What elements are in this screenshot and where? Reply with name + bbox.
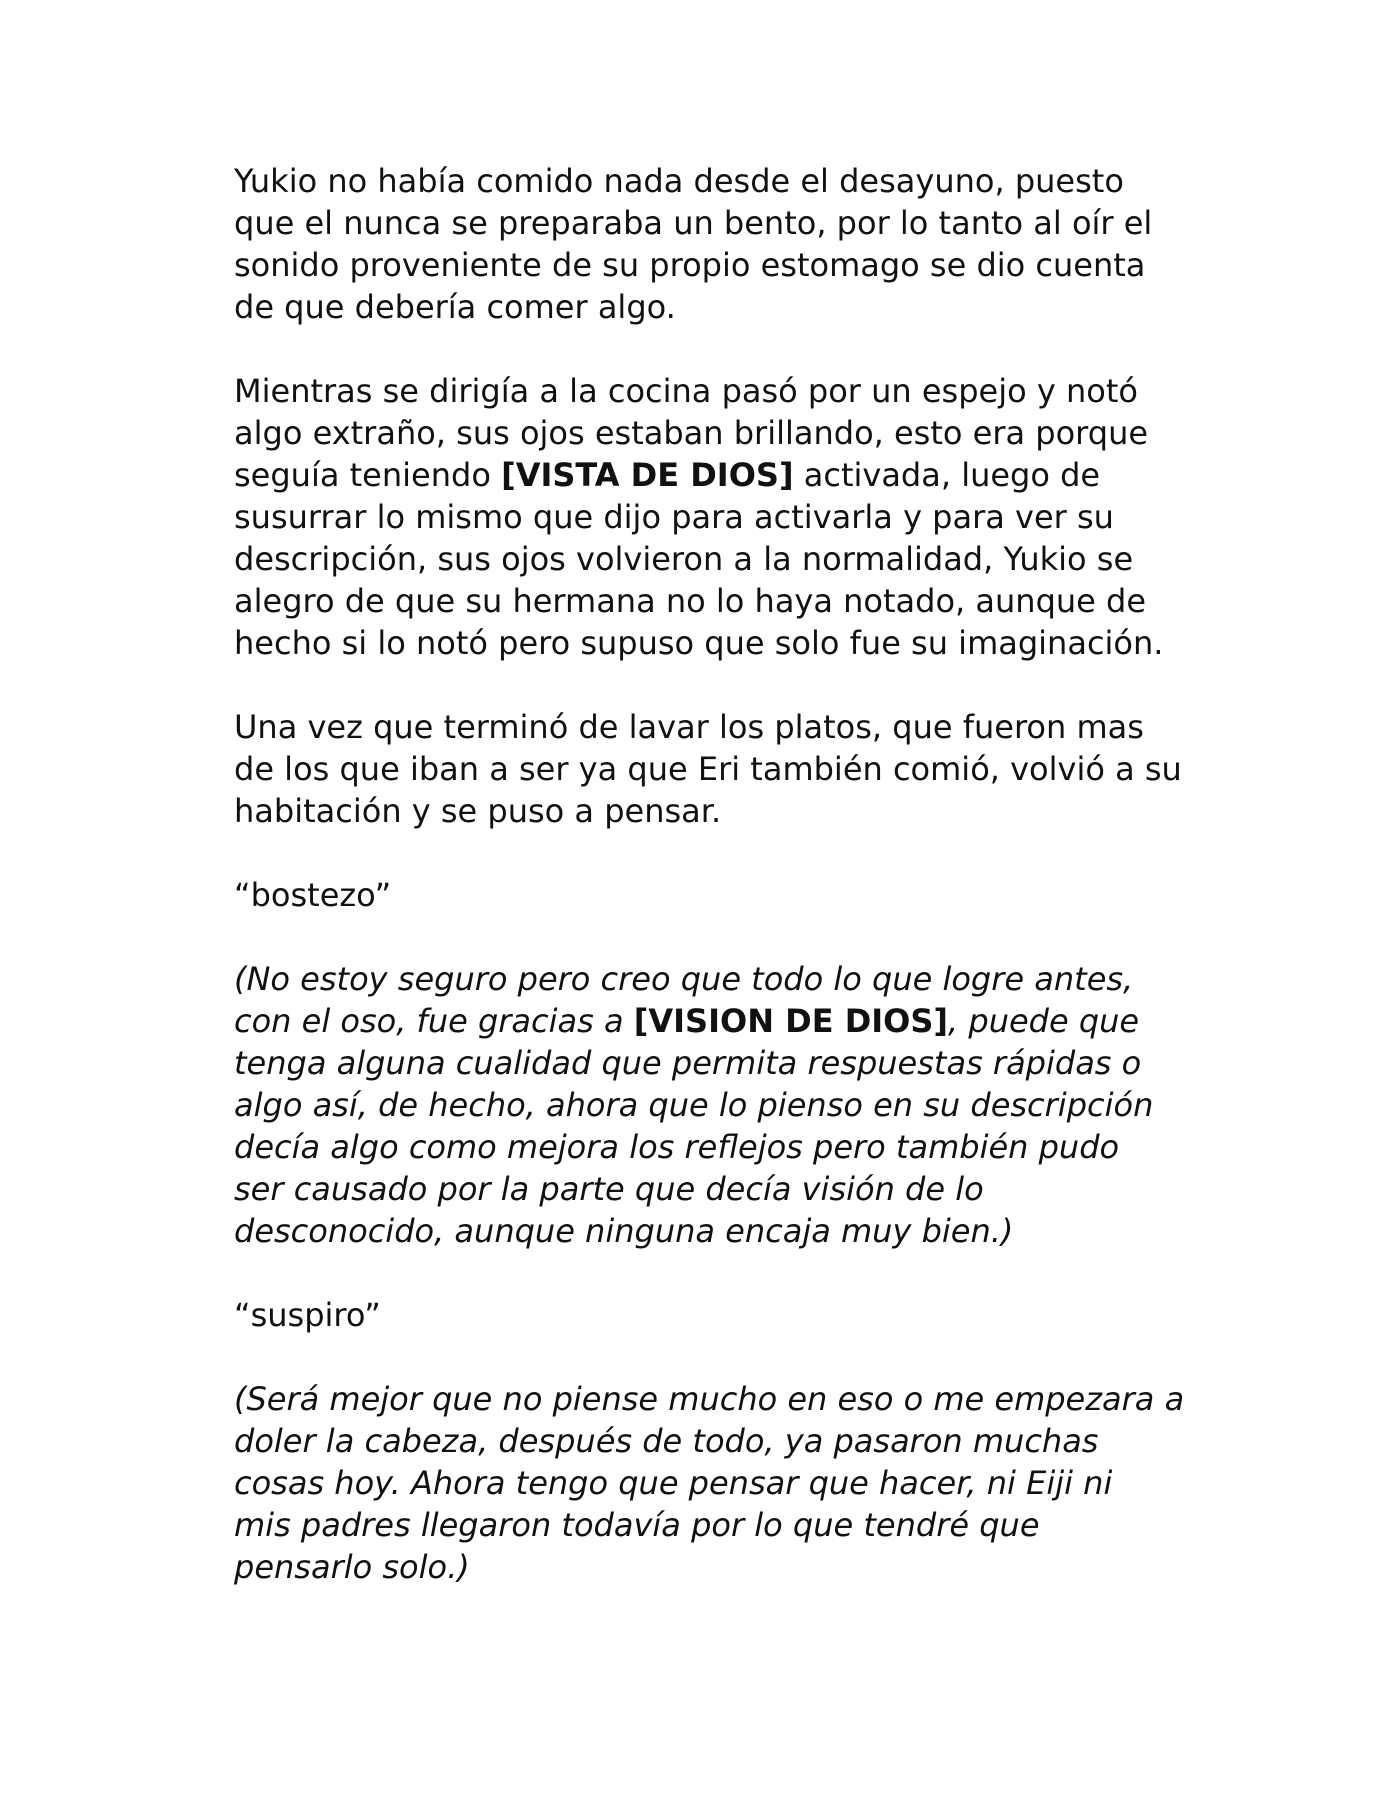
text-line: [234, 1546, 1234, 1588]
text-segment: seguía teniendo: [234, 456, 502, 494]
text-line: [234, 202, 1234, 244]
narrative-paragraph: [234, 706, 1234, 832]
text-line: [234, 1126, 1234, 1168]
text-line: [234, 1420, 1234, 1462]
text-line: [234, 1378, 1234, 1420]
text-segment: sonido proveniente de su propio estomago se dio cuenta: [234, 246, 1146, 284]
text-segment: de que debería comer algo.: [234, 288, 676, 326]
document-body: [234, 160, 1234, 1588]
text-line: [234, 1042, 1234, 1084]
text-segment: hecho si lo notó pero supuso que solo fue su imaginación.: [234, 624, 1164, 662]
text-segment: (No estoy seguro pero creo que todo lo que logre antes,: [234, 960, 1134, 998]
text-line: [234, 454, 1234, 496]
text-line: [234, 1000, 1234, 1042]
text-segment: habitación y se puso a pensar.: [234, 792, 722, 830]
text-segment: , puede que: [948, 1002, 1140, 1040]
text-line: [234, 496, 1234, 538]
text-segment: cosas hoy. Ahora tengo que pensar que hacer, ni Eiji ni: [234, 1464, 1113, 1502]
text-segment: decía algo como mejora los reflejos pero también pudo: [234, 1128, 1120, 1166]
narrative-paragraph: [234, 1294, 1234, 1336]
skill-name: [VISION DE DIOS]: [633, 1002, 949, 1040]
text-segment: alegro de que su hermana no lo haya notado, aunque de: [234, 582, 1147, 620]
text-segment: Una vez que terminó de lavar los platos, que fueron mas: [234, 708, 1144, 746]
text-segment: “suspiro”: [234, 1296, 381, 1334]
text-segment: (Será mejor que no piense mucho en eso o me empezara a: [234, 1380, 1185, 1418]
text-line: [234, 286, 1234, 328]
thought-paragraph: [234, 958, 1234, 1252]
narrative-paragraph: [234, 370, 1234, 664]
narrative-paragraph: [234, 874, 1234, 916]
text-segment: ser causado por la parte que decía visión de lo: [234, 1170, 984, 1208]
text-segment: de los que iban a ser ya que Eri también comió, volvió a su: [234, 750, 1182, 788]
text-line: [234, 580, 1234, 622]
text-line: [234, 160, 1234, 202]
text-line: [234, 622, 1234, 664]
text-segment: algo así, de hecho, ahora que lo pienso en su descripción: [234, 1086, 1154, 1124]
text-line: [234, 1504, 1234, 1546]
text-line: [234, 412, 1234, 454]
text-segment: con el oso, fue gracias a: [234, 1002, 634, 1040]
text-segment: desconocido, aunque ninguna encaja muy bien.): [234, 1212, 1014, 1250]
document-page: [234, 160, 1234, 1630]
text-segment: doler la cabeza, después de todo, ya pasaron muchas: [234, 1422, 1099, 1460]
thought-paragraph: [234, 1378, 1234, 1588]
text-segment: pensarlo solo.): [234, 1548, 470, 1586]
text-line: [234, 706, 1234, 748]
text-line: [234, 370, 1234, 412]
skill-name: [VISTA DE DIOS]: [501, 456, 794, 494]
text-line: [234, 1294, 1234, 1336]
text-line: [234, 1168, 1234, 1210]
text-segment: Mientras se dirigía a la cocina pasó por un espejo y notó: [234, 372, 1138, 410]
text-segment: mis padres llegaron todavía por lo que tendré que: [234, 1506, 1040, 1544]
text-line: [234, 1084, 1234, 1126]
text-line: [234, 958, 1234, 1000]
text-segment: activada, luego de: [793, 456, 1101, 494]
text-segment: algo extraño, sus ojos estaban brillando, esto era porque: [234, 414, 1149, 452]
text-line: [234, 1210, 1234, 1252]
text-line: [234, 244, 1234, 286]
text-segment: susurrar lo mismo que dijo para activarla y para ver su: [234, 498, 1114, 536]
text-segment: Yukio no había comido nada desde el desayuno, puesto: [234, 162, 1124, 200]
text-line: [234, 748, 1234, 790]
text-line: [234, 1462, 1234, 1504]
narrative-paragraph: [234, 160, 1234, 328]
text-line: [234, 538, 1234, 580]
text-segment: descripción, sus ojos volvieron a la normalidad, Yukio se: [234, 540, 1134, 578]
text-line: [234, 874, 1234, 916]
text-line: [234, 790, 1234, 832]
text-segment: tenga alguna cualidad que permita respuestas rápidas o: [234, 1044, 1142, 1082]
text-segment: “bostezo”: [234, 876, 392, 914]
text-segment: que el nunca se preparaba un bento, por lo tanto al oír el: [234, 204, 1153, 242]
